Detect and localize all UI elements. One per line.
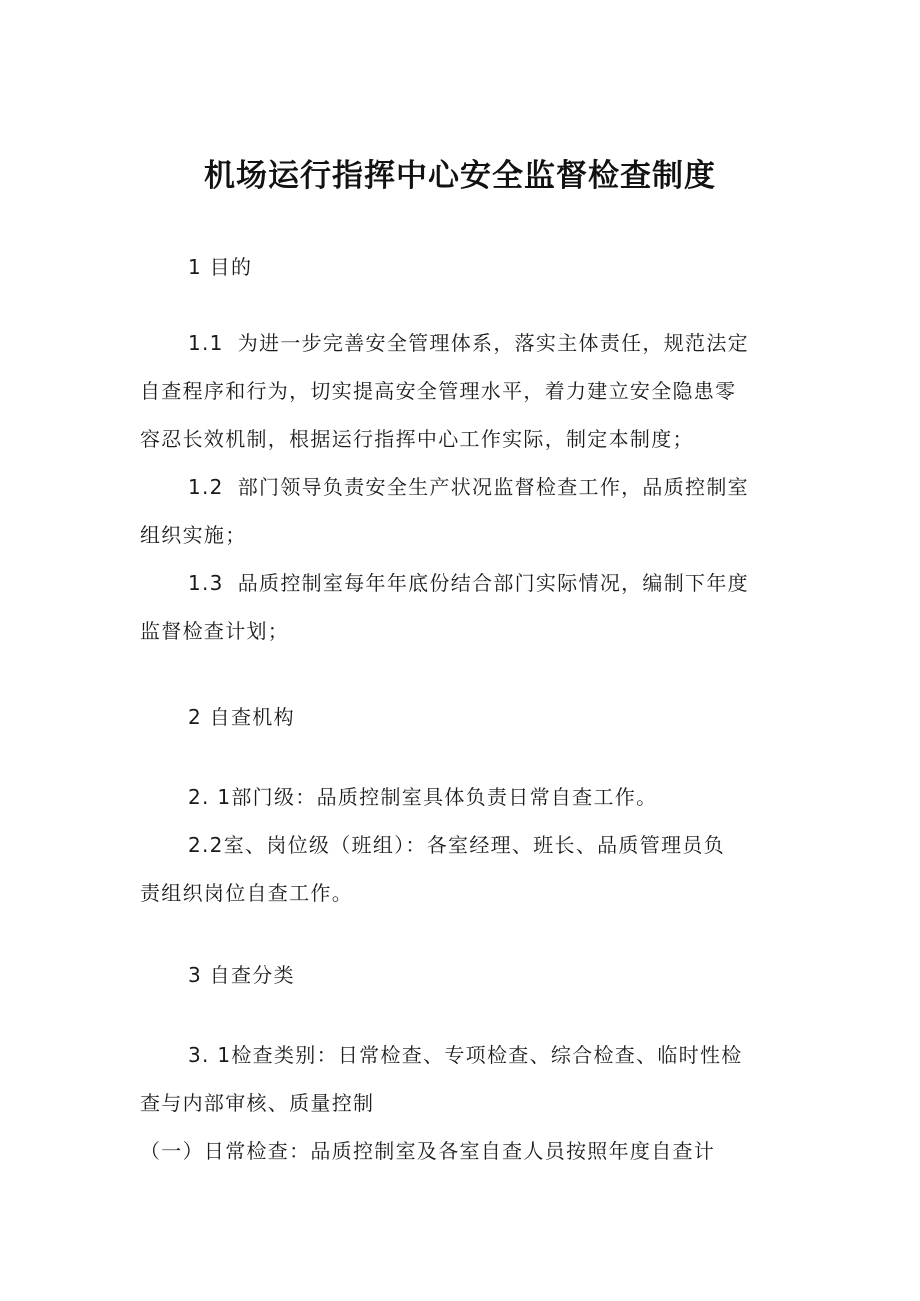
item-text: 品质控制室每年年底份结合部门实际情况，编制下年度 bbox=[237, 571, 749, 595]
item-text: 为进一步完善安全管理体系，落实主体责任，规范法定 bbox=[237, 331, 749, 355]
item-number: 3. 1 bbox=[188, 1043, 232, 1067]
item-number: 2.2 bbox=[188, 833, 224, 857]
paragraph-line bbox=[188, 563, 788, 603]
paragraph-line: 自查程序和行为，切实提高安全管理水平，着力建立安全隐患零 bbox=[140, 379, 737, 403]
item-number: 2. 1 bbox=[188, 785, 232, 809]
paragraph-line bbox=[188, 467, 788, 507]
item-number: 1.3 bbox=[188, 571, 224, 595]
section-heading: 2 自查机构 bbox=[188, 705, 295, 729]
item-number: 1.1 bbox=[188, 331, 224, 355]
paragraph-line: 监督检查计划； bbox=[140, 619, 290, 643]
item-text: 部门级：品质控制室具体负责日常自查工作。 bbox=[231, 785, 658, 809]
item-text: 部门领导负责安全生产状况监督检查工作，品质控制室 bbox=[237, 475, 749, 499]
paragraph-line: 查与内部审核、质量控制 bbox=[140, 1091, 375, 1115]
item-text: 室、岗位级（班组）：各室经理、班长、品质管理员负 bbox=[223, 833, 725, 857]
document-title: 机场运行指挥中心安全监督检查制度 bbox=[204, 158, 716, 194]
paragraph-line: （一）日常检查：品质控制室及各室自查人员按照年度自查计 bbox=[140, 1139, 716, 1163]
item-number: 1.2 bbox=[188, 475, 224, 499]
paragraph-line: 组织实施； bbox=[140, 523, 247, 547]
section-heading: 3 自查分类 bbox=[188, 963, 295, 987]
paragraph-line bbox=[188, 1035, 788, 1075]
item-text: 检查类别：日常检查、专项检查、综合检查、临时性检 bbox=[231, 1043, 743, 1067]
paragraph-line bbox=[188, 777, 788, 817]
paragraph-line: 责组织岗位自查工作。 bbox=[140, 881, 353, 905]
section-heading: 1 目的 bbox=[188, 255, 253, 279]
paragraph-line bbox=[188, 825, 788, 865]
paragraph-line bbox=[188, 323, 788, 363]
paragraph-line: 容忍长效机制，根据运行指挥中心工作实际，制定本制度； bbox=[140, 427, 694, 451]
